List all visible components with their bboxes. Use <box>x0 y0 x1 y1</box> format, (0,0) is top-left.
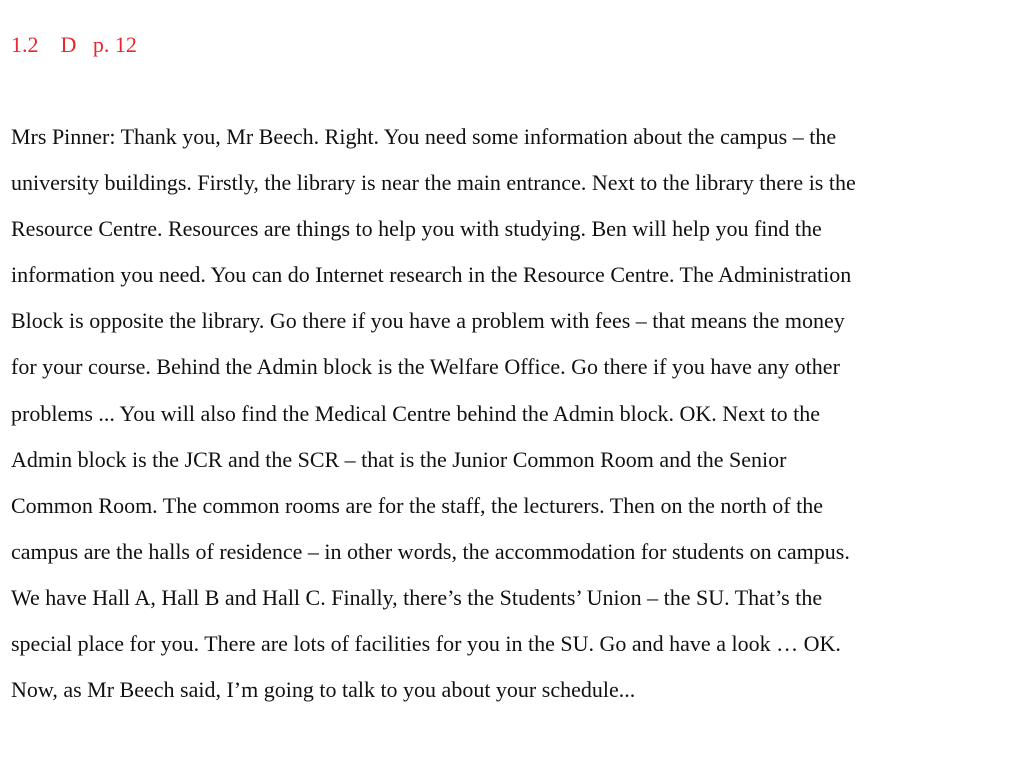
transcript-line: Resource Centre. Resources are things to help you with studying. Ben will help you find the <box>11 216 822 242</box>
transcript-line: campus are the halls of residence – in other words, the accommodation for students on campus. <box>11 538 850 564</box>
transcript-line: Now, as Mr Beech said, I’m going to talk to you about your schedule... <box>11 677 636 703</box>
exercise-letter: D <box>60 32 77 57</box>
transcript-line: university buildings. Firstly, the library is near the main entrance. Next to the library there is the <box>11 170 856 196</box>
transcript-line: We have Hall A, Hall B and Hall C. Finally, there’s the Students’ Union – the SU. That’s the <box>11 584 823 610</box>
transcript-text <box>11 120 1016 719</box>
transcript-line: information you need. You can do Internet research in the Resource Centre. The Administration <box>11 262 852 288</box>
transcript-line: problems ... You will also find the Medical Centre behind the Admin block. OK. Next to the <box>11 400 821 426</box>
transcript-line: special place for you. There are lots of facilities for you in the SU. Go and have a look … OK. <box>11 631 841 657</box>
transcript-line: Block is opposite the library. Go there if you have a problem with fees – that means the money <box>11 308 845 334</box>
section-number: 1.2 <box>11 32 39 57</box>
page-reference: p. 12 <box>92 32 137 57</box>
transcript-line: Mrs Pinner: Thank you, Mr Beech. Right. You need some information about the campus – the <box>11 124 837 149</box>
section-heading <box>11 30 137 60</box>
transcript-line: Common Room. The common rooms are for the staff, the lecturers. Then on the north of the <box>11 492 823 518</box>
transcript-line: for your course. Behind the Admin block is the Welfare Office. Go there if you have any other <box>11 354 840 380</box>
transcript-line: Admin block is the JCR and the SCR – that is the Junior Common Room and the Senior <box>11 446 787 472</box>
